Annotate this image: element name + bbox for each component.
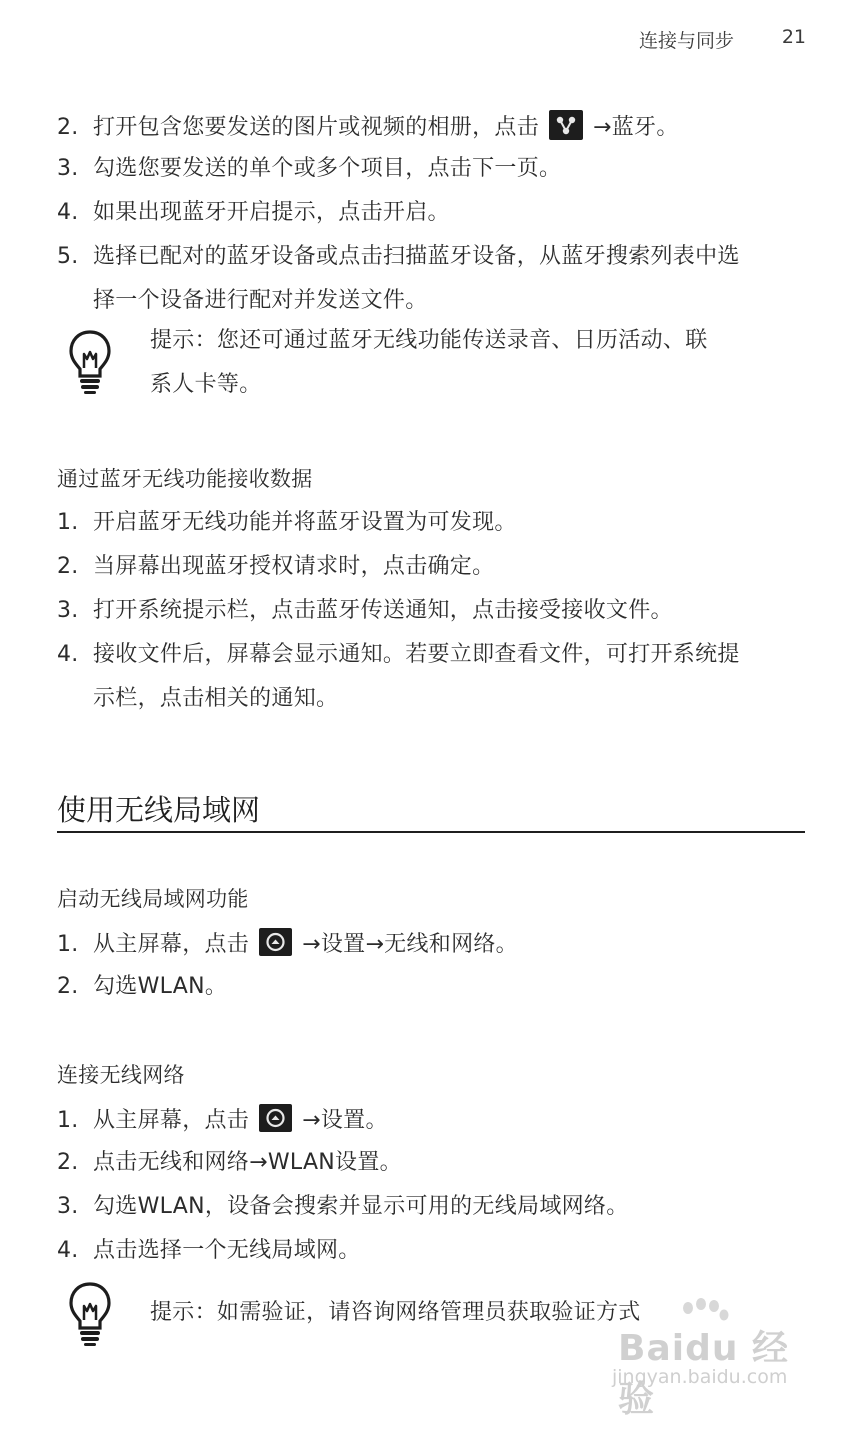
step-number: 4. xyxy=(57,1238,79,1263)
list-item xyxy=(57,972,227,1002)
step-text: 当屏幕出现蓝牙授权请求时，点击确定。 xyxy=(93,554,495,579)
step-text: 勾选您要发送的单个或多个项目，点击下一页。 xyxy=(93,156,562,181)
lightbulb-icon xyxy=(66,328,114,396)
step-number: 5. xyxy=(57,244,79,269)
home-up-icon xyxy=(259,1104,292,1132)
step-text: 从主屏幕，点击 xyxy=(93,1108,250,1133)
step-text: 接收文件后，屏幕会显示通知。若要立即查看文件，可打开系统提 xyxy=(93,642,740,667)
subheading: 连接无线网络 xyxy=(57,1063,185,1087)
step-text: 点击选择一个无线局域网。 xyxy=(93,1238,361,1263)
list-item xyxy=(57,198,450,228)
step-text: 点击无线和网络→WLAN设置。 xyxy=(93,1150,402,1175)
step-continuation: 择一个设备进行配对并发送文件。 xyxy=(93,288,428,313)
list-item xyxy=(57,1236,361,1266)
list-item xyxy=(57,242,740,272)
list-item xyxy=(57,552,494,582)
step-text-after: →设置→无线和网络。 xyxy=(302,932,518,957)
step-text: 打开包含您要发送的图片或视频的相册，点击 xyxy=(93,115,540,140)
step-number: 2. xyxy=(57,1150,79,1175)
list-item xyxy=(57,640,740,670)
section-heading: 使用无线局域网 xyxy=(57,793,261,827)
list-item xyxy=(57,110,679,143)
watermark-url: jingyan.baidu.com xyxy=(612,1366,788,1388)
step-text-after: →蓝牙。 xyxy=(593,115,679,140)
step-text: 从主屏幕，点击 xyxy=(93,932,250,957)
list-item xyxy=(57,154,561,184)
section-divider xyxy=(57,831,805,833)
watermark-logo-text: Baidu 经验 xyxy=(618,1328,790,1420)
tip-text: 提示：如需验证，请咨询网络管理员获取验证方式 xyxy=(150,1300,641,1325)
step-number: 1. xyxy=(57,510,79,535)
list-item xyxy=(57,508,517,538)
tip-text-continuation: 系人卡等。 xyxy=(150,372,262,397)
list-item xyxy=(57,1148,402,1178)
step-number: 1. xyxy=(57,932,79,957)
step-text: 勾选WLAN，设备会搜索并显示可用的无线局域网络。 xyxy=(93,1194,629,1219)
step-text: 打开系统提示栏，点击蓝牙传送通知，点击接受接收文件。 xyxy=(93,598,673,623)
step-text: 开启蓝牙无线功能并将蓝牙设置为可发现。 xyxy=(93,510,517,535)
step-number: 1. xyxy=(57,1108,79,1133)
share-icon xyxy=(549,110,583,140)
list-item xyxy=(57,1192,629,1222)
step-text-after: →设置。 xyxy=(302,1108,388,1133)
list-item xyxy=(57,1104,388,1136)
step-continuation: 示栏，点击相关的通知。 xyxy=(93,686,339,711)
page-header xyxy=(0,26,862,54)
list-item xyxy=(57,928,518,960)
step-text: 如果出现蓝牙开启提示，点击开启。 xyxy=(93,200,450,225)
step-number: 3. xyxy=(57,156,79,181)
step-number: 4. xyxy=(57,642,79,667)
list-item xyxy=(57,596,673,626)
subheading: 启动无线局域网功能 xyxy=(57,887,249,911)
step-number: 2. xyxy=(57,554,79,579)
step-text: 勾选WLAN。 xyxy=(93,974,228,999)
step-number: 3. xyxy=(57,598,79,623)
lightbulb-icon xyxy=(66,1280,114,1348)
step-number: 2. xyxy=(57,974,79,999)
watermark xyxy=(612,1298,812,1420)
step-text: 选择已配对的蓝牙设备或点击扫描蓝牙设备，从蓝牙搜索列表中选 xyxy=(93,244,740,269)
step-number: 4. xyxy=(57,200,79,225)
section-title: 连接与同步 xyxy=(638,30,734,52)
page-number: 21 xyxy=(781,26,806,48)
home-up-icon xyxy=(259,928,292,956)
step-number: 2. xyxy=(57,115,79,140)
tip-text: 提示：您还可通过蓝牙无线功能传送录音、日历活动、联 xyxy=(150,328,708,353)
subheading: 通过蓝牙无线功能接收数据 xyxy=(57,467,313,491)
step-number: 3. xyxy=(57,1194,79,1219)
